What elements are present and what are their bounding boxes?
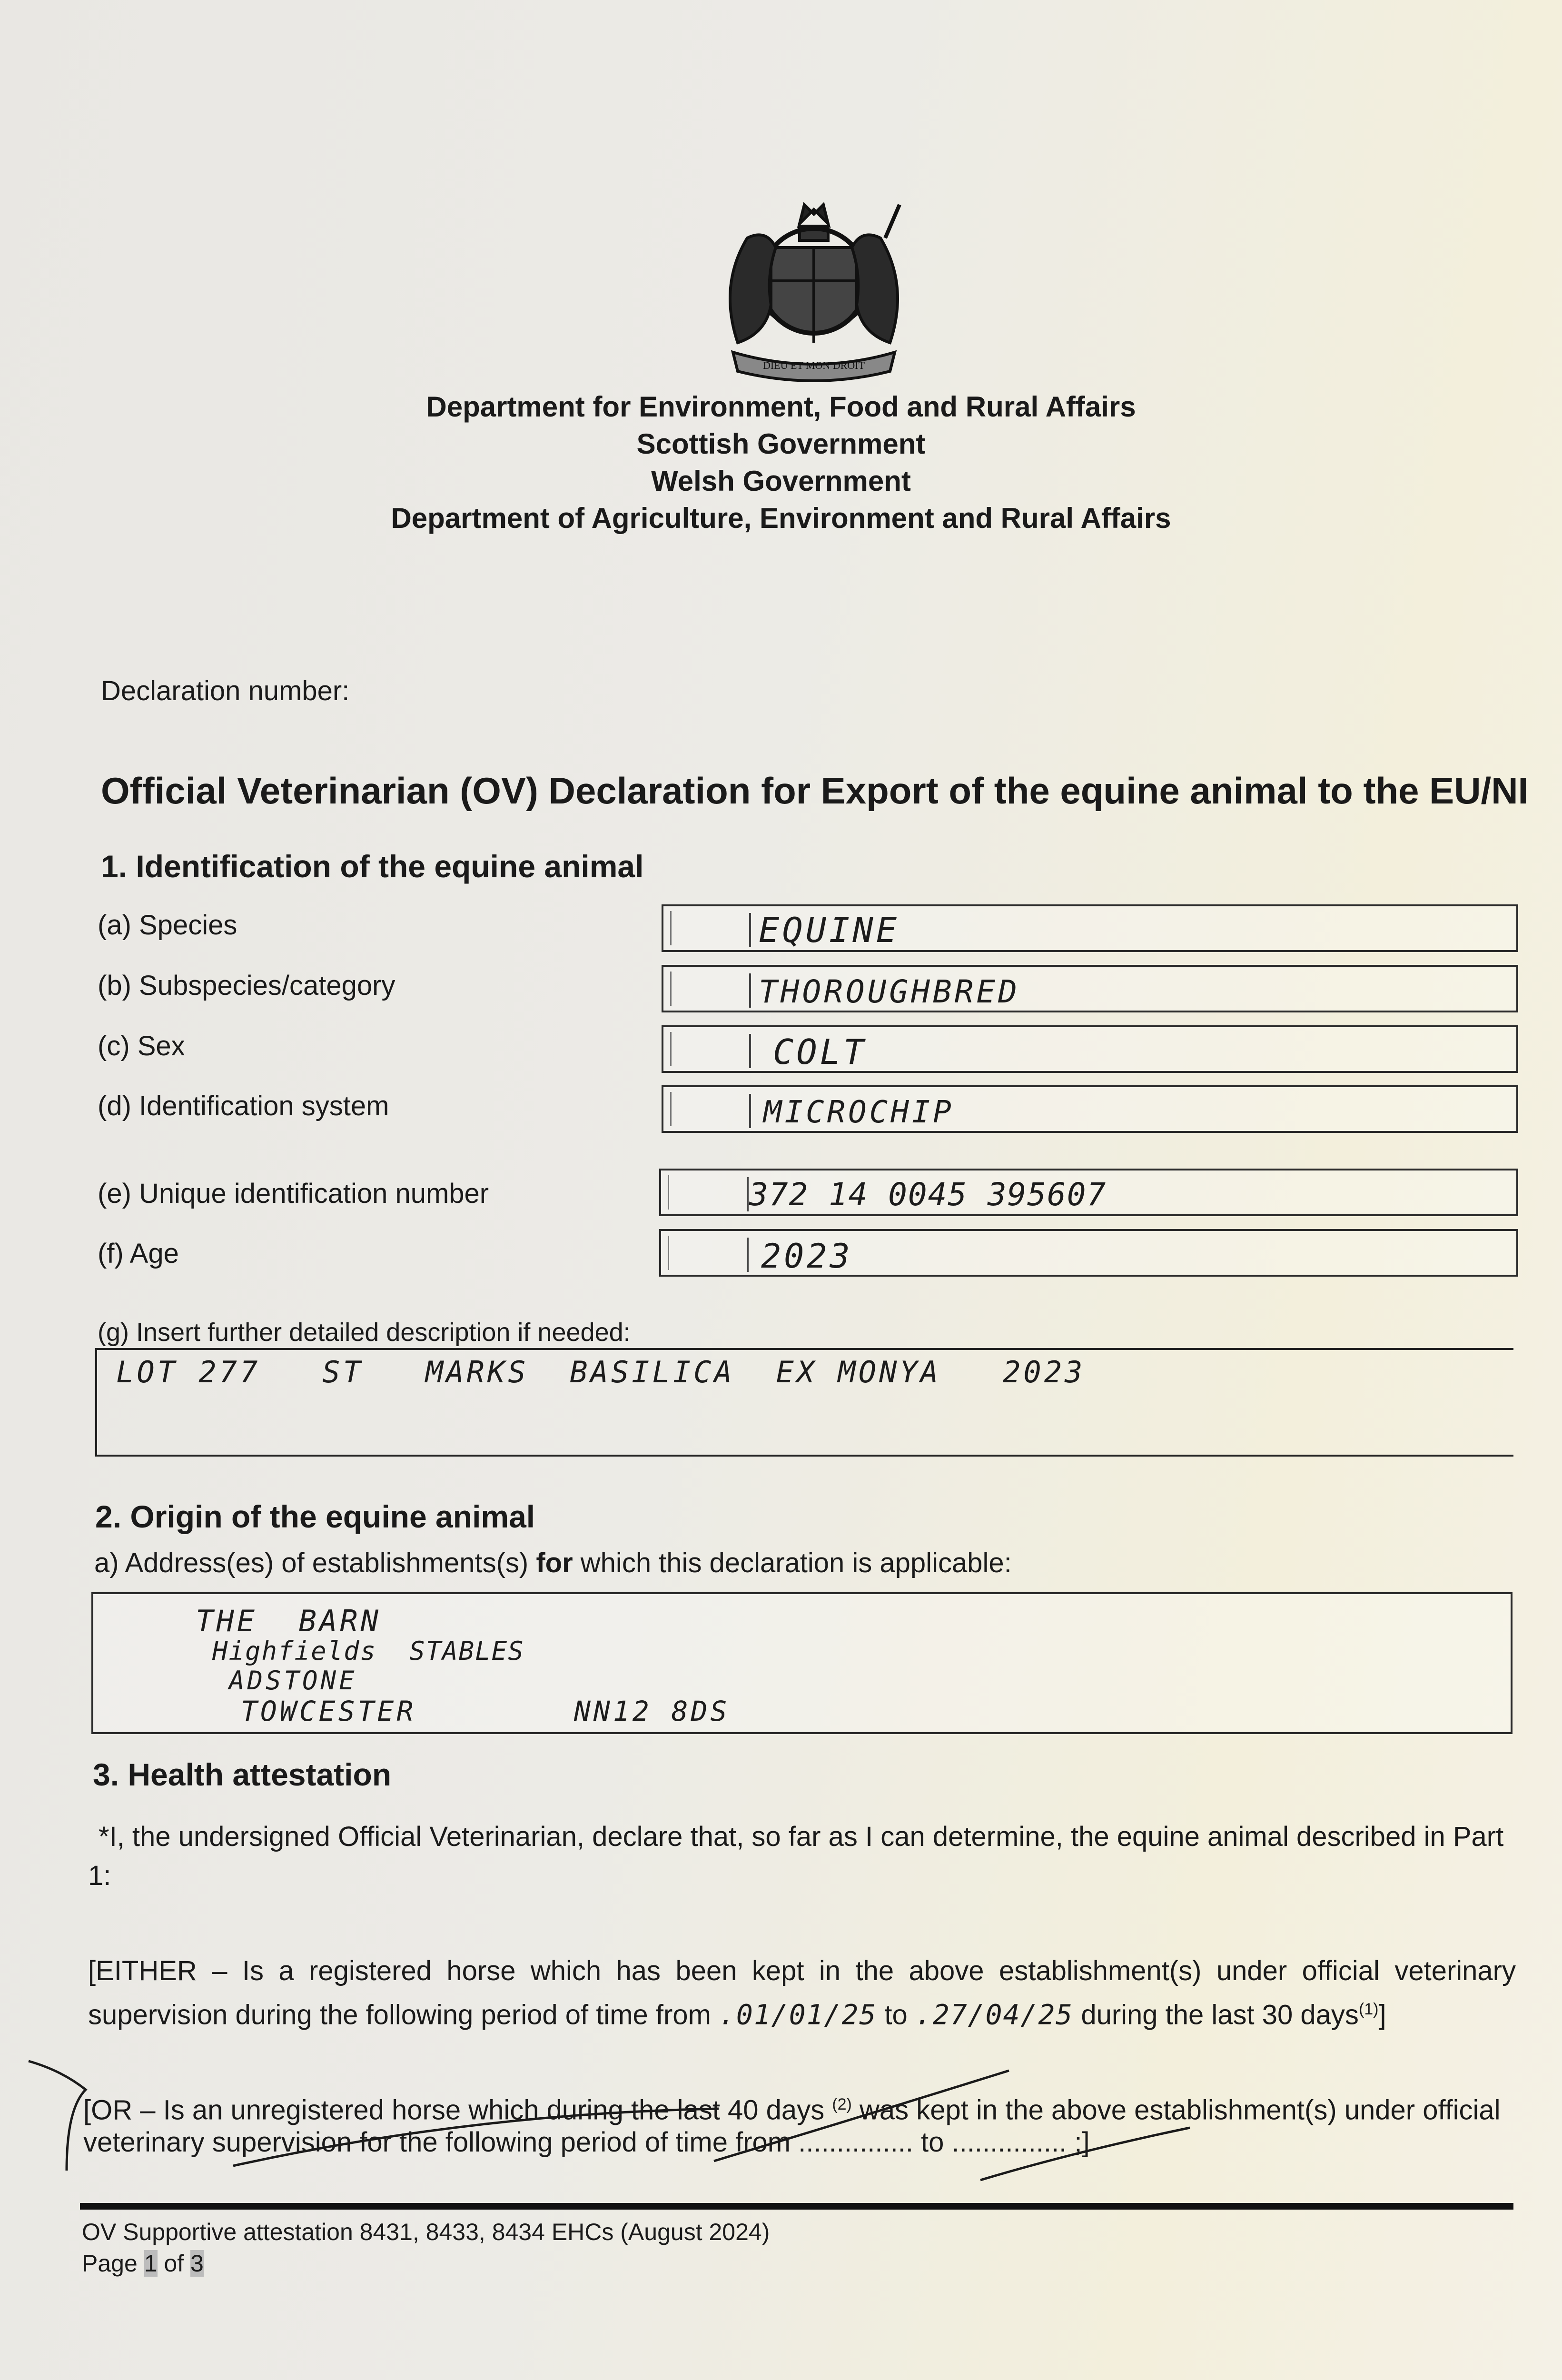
either-from-date: .01/01/25: [719, 1998, 877, 2031]
identification-system-label: (d) Identification system: [98, 1091, 389, 1121]
sex-value: COLT: [773, 1032, 867, 1072]
age-label: (f) Age: [98, 1238, 179, 1269]
address-line-2: Highfields STABLES: [212, 1636, 524, 1666]
department-welsh-government: Welsh Government: [651, 465, 911, 497]
or-clause-line1: [OR – Is an unregistered horse which during the last 40 days $^{(2)}$ was kept in the above establishment(s) under official: [83, 2094, 1501, 2126]
unique-id-field[interactable]: [659, 1169, 1518, 1216]
svg-text:DIEU ET MON DROIT: DIEU ET MON DROIT: [762, 359, 865, 371]
subspecies-value: THOROUGHBRED: [759, 973, 1020, 1010]
department-daera: Department of Agriculture, Environment and Rural Affairs: [391, 502, 1171, 534]
further-description-box[interactable]: [95, 1348, 1513, 1457]
species-field[interactable]: [662, 904, 1518, 952]
age-value: 2023: [761, 1237, 853, 1276]
identification-system-field[interactable]: [662, 1085, 1518, 1133]
address-line-4: TOWCESTER: [241, 1695, 416, 1727]
unique-id-value: 372 14 0045 395607: [749, 1176, 1107, 1213]
section1-heading: 1. Identification of the equine animal: [101, 849, 644, 884]
footer-rule: [80, 2203, 1513, 2210]
either-clause-line1: [EITHER – Is a registered horse which has been kept in the above establishment(s) under official veterinary: [88, 1955, 1516, 1986]
or-clause-line2: veterinary supervision for the following period of time from ............... to ............... ;]: [83, 2127, 1090, 2158]
health-intro: *I, the undersigned Official Veterinarian, declare that, so far as I can determine, the equine animal described in Part 1:: [88, 1821, 1504, 1891]
footer-attestation: OV Supportive attestation 8431, 8433, 8434 EHCs (August 2024): [82, 2219, 770, 2245]
further-description-value: LOT 277 ST MARKS BASILICA EX MONYA 2023: [116, 1355, 1086, 1389]
address-box[interactable]: [91, 1592, 1513, 1734]
page-title: Official Veterinarian (OV) Declaration for Export of the equine animal to the EU/NI: [101, 770, 1529, 812]
species-label: (a) Species: [98, 910, 237, 941]
either-clause-line2: supervision during the following period of time from .01/01/25 to .27/04/25 during the last 30 days$^{(1)}$]: [88, 1998, 1386, 2031]
further-description-label: (g) Insert further detailed description if needed:: [98, 1318, 631, 1347]
department-scottish-government: Scottish Government: [636, 428, 926, 460]
section3-heading: 3. Health attestation: [93, 1757, 392, 1792]
age-field[interactable]: [659, 1229, 1518, 1277]
subspecies-label: (b) Subspecies/category: [98, 970, 395, 1001]
footer-page-number: Page 1 of 3: [82, 2250, 204, 2277]
section2-heading: 2. Origin of the equine animal: [95, 1499, 535, 1534]
declaration-number-label: Declaration number:: [101, 675, 350, 706]
sex-label: (c) Sex: [98, 1031, 185, 1061]
royal-coat-of-arms-icon: [709, 200, 919, 390]
strike-through-marks: [0, 2037, 1562, 2190]
address-line-3: ADSTONE: [229, 1666, 357, 1696]
unique-id-label: (e) Unique identification number: [98, 1178, 489, 1209]
sex-field[interactable]: [662, 1025, 1518, 1073]
address-label: a) Address(es) of establishments(s) for which this declaration is applicable:: [94, 1547, 1012, 1578]
subspecies-field[interactable]: [662, 965, 1518, 1012]
identification-system-value: MICROCHIP: [763, 1095, 954, 1130]
address-line-1: THE BARN: [196, 1604, 381, 1638]
department-defra: Department for Environment, Food and Rural Affairs: [426, 391, 1136, 423]
species-value: EQUINE: [759, 910, 900, 950]
address-postcode: NN12 8DS: [574, 1695, 730, 1727]
either-to-date: .27/04/25: [915, 1998, 1074, 2031]
